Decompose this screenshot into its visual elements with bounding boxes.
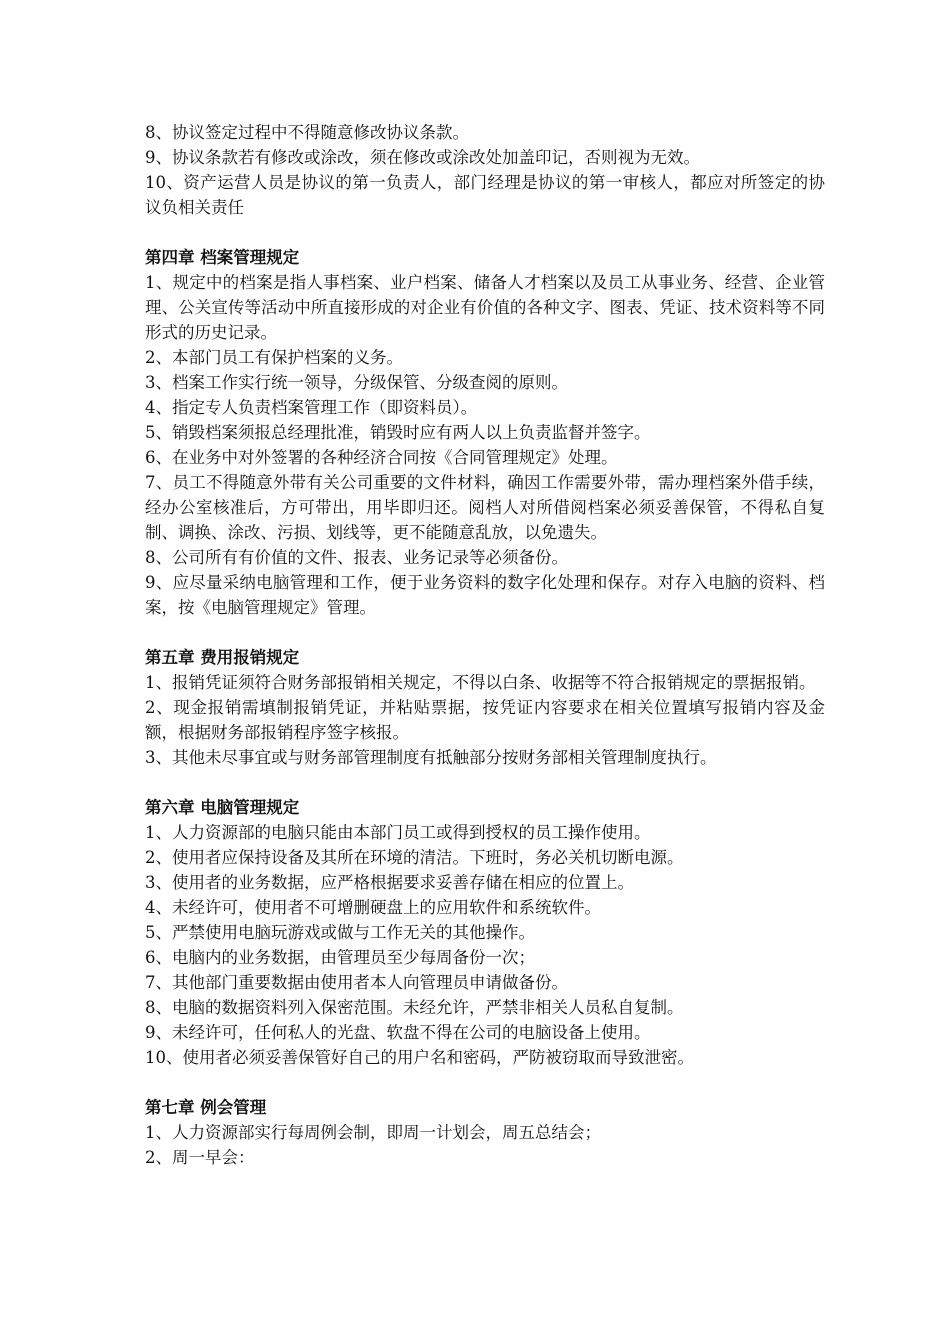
section-item: 9、未经许可，任何私人的光盘、软盘不得在公司的电脑设备上使用。: [145, 1023, 651, 1042]
section-item: 5、严禁使用电脑玩游戏或做与工作无关的其他操作。: [145, 923, 535, 942]
section-item: 2、周一早会：: [145, 1148, 255, 1167]
section-item: 9、应尽量采纳电脑管理和工作，便于业务资料的数字化处理和保存。对存入电脑的资料、档案，按《电脑管理规定》管理。: [145, 573, 825, 617]
section-item: 4、指定专人负责档案管理工作（即资料员）。: [145, 398, 478, 417]
section-item: 7、其他部门重要数据由使用者本人向管理员申请做备份。: [145, 973, 568, 992]
section-item: 2、现金报销需填制报销凭证，并粘贴票据，按凭证内容要求在相关位置填写报销内容及金额，根据财务部报销程序签字核报。: [145, 698, 825, 742]
section-item: 4、未经许可，使用者不可增删硬盘上的应用软件和系统软件。: [145, 898, 601, 917]
section-heading: 第四章 档案管理规定: [145, 248, 300, 267]
section-spacer: [145, 1070, 825, 1095]
intro-item: 8、协议签定过程中不得随意修改协议条款。: [145, 123, 469, 142]
section-item: 6、在业务中对外签署的各种经济合同按《合同管理规定》处理。: [145, 448, 618, 467]
section-computer-rules: [145, 795, 825, 1070]
section-item: 8、电脑的数据资料列入保密范围。未经允许，严禁非相关人员私自复制。: [145, 998, 684, 1017]
section-item: 7、员工不得随意外带有关公司重要的文件材料，确因工作需要外带，需办理档案外借手续，经办公室核准后，方可带出，用毕即归还。阅档人对所借阅档案必须妥善保管，不得私自复制、调换、涂改、污损、划线等，更不能随意乱放，以免遗失。: [145, 473, 825, 542]
section-item: 3、使用者的业务数据，应严格根据要求妥善存储在相应的位置上。: [145, 873, 634, 892]
section-item: 3、档案工作实行统一领导，分级保管、分级查阅的原则。: [145, 373, 568, 392]
section-item: 6、电脑内的业务数据，由管理员至少每周备份一次；: [145, 948, 535, 967]
section-item: 2、使用者应保持设备及其所在环境的清洁。下班时，务必关机切断电源。: [145, 848, 684, 867]
section-item: 1、人力资源部实行每周例会制，即周一计划会，周五总结会；: [145, 1123, 601, 1142]
section-item: 5、销毁档案须报总经理批准，销毁时应有两人以上负责监督并签字。: [145, 423, 651, 442]
section-item: 1、人力资源部的电脑只能由本部门员工或得到授权的员工操作使用。: [145, 823, 651, 842]
section-meeting-rules: [145, 1095, 825, 1170]
section-spacer: [145, 620, 825, 645]
section-expense-rules: [145, 645, 825, 770]
section-item: 3、其他未尽事宜或与财务部管理制度有抵触部分按财务部相关管理制度执行。: [145, 748, 717, 767]
section-spacer: [145, 770, 825, 795]
section-item: 2、本部门员工有保护档案的义务。: [145, 348, 403, 367]
document-page: [145, 120, 825, 1170]
section-archive-rules: [145, 245, 825, 620]
section-heading: 第五章 费用报销规定: [145, 648, 300, 667]
section-spacer: [145, 220, 825, 245]
section-item: 8、公司所有有价值的文件、报表、业务记录等必须备份。: [145, 548, 568, 567]
section-item: 1、规定中的档案是指人事档案、业户档案、储备人才档案以及员工从事业务、经营、企业管理、公关宣传等活动中所直接形成的对企业有价值的各种文字、图表、凭证、技术资料等不同形式的历史记录。: [145, 273, 825, 342]
intro-block: [145, 120, 825, 220]
section-item: 1、报销凭证须符合财务部报销相关规定，不得以白条、收据等不符合报销规定的票据报销。: [145, 673, 816, 692]
section-item: 10、使用者必须妥善保管好自己的用户名和密码，严防被窃取而导致泄密。: [145, 1048, 694, 1067]
intro-item: 10、资产运营人员是协议的第一负责人，部门经理是协议的第一审核人，都应对所签定的协议负相关责任: [145, 173, 825, 217]
intro-item: 9、协议条款若有修改或涂改，须在修改或涂改处加盖印记，否则视为无效。: [145, 148, 700, 167]
section-heading: 第七章 例会管理: [145, 1098, 267, 1117]
section-heading: 第六章 电脑管理规定: [145, 798, 300, 817]
